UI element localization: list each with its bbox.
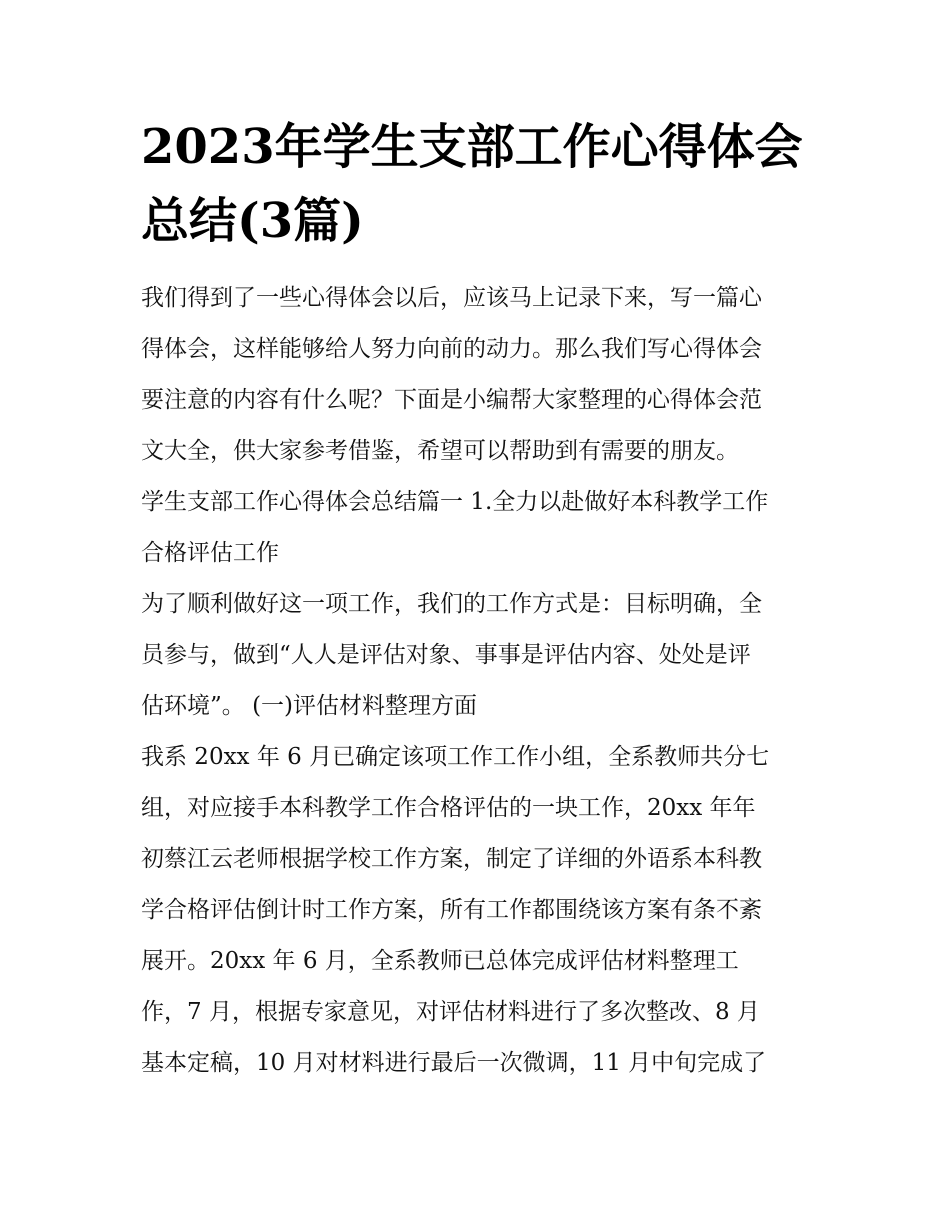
- text-line: 展开。20xx 年 6 月，全系教师已总体完成评估材料整理工: [141, 948, 739, 974]
- text-line: 得体会，这样能够给人努力向前的动力。那么我们写心得体会: [141, 336, 762, 362]
- text-line: 合格评估工作: [141, 540, 279, 566]
- text-line: 员参与，做到“人人是评估对象、事事是评估内容、处处是评: [141, 642, 751, 668]
- text-line: 要注意的内容有什么呢？下面是小编帮大家整理的心得体会范: [141, 387, 762, 413]
- text-line: 学生支部工作心得体会总结篇一 1.全力以赴做好本科教学工作: [141, 489, 769, 515]
- title-line: 总结(3篇): [141, 193, 364, 249]
- text-line: 组，对应接手本科教学工作合格评估的一块工作，20xx 年年: [141, 795, 756, 821]
- document-content: [141, 110, 813, 1089]
- materials-paragraph: [141, 732, 813, 1089]
- text-line: 文大全，供大家参考借鉴，希望可以帮助到有需要的朋友。: [141, 438, 739, 464]
- section-heading-paragraph: [141, 477, 813, 579]
- document-title: [141, 110, 813, 258]
- text-line: 基本定稿，10 月对材料进行最后一次微调，11 月中旬完成了: [141, 1050, 767, 1076]
- approach-paragraph: [141, 579, 813, 732]
- intro-paragraph: [141, 273, 813, 477]
- text-line: 估环境”。 (一)评估材料整理方面: [141, 693, 478, 719]
- text-line: 我系 20xx 年 6 月已确定该项工作工作小组，全系教师共分七: [141, 744, 770, 770]
- text-line: 为了顺利做好这一项工作，我们的工作方式是：目标明确，全: [141, 591, 762, 617]
- text-line: 初蔡江云老师根据学校工作方案，制定了详细的外语系本科教: [141, 846, 762, 872]
- text-line: 作，7 月，根据专家意见，对评估材料进行了多次整改、8 月: [141, 999, 760, 1025]
- text-line: 学合格评估倒计时工作方案，所有工作都围绕该方案有条不紊: [141, 897, 762, 923]
- title-line: 2023年学生支部工作心得体会: [141, 119, 803, 175]
- document-body: [141, 273, 813, 1089]
- text-line: 我们得到了一些心得体会以后，应该马上记录下来，写一篇心: [141, 285, 762, 311]
